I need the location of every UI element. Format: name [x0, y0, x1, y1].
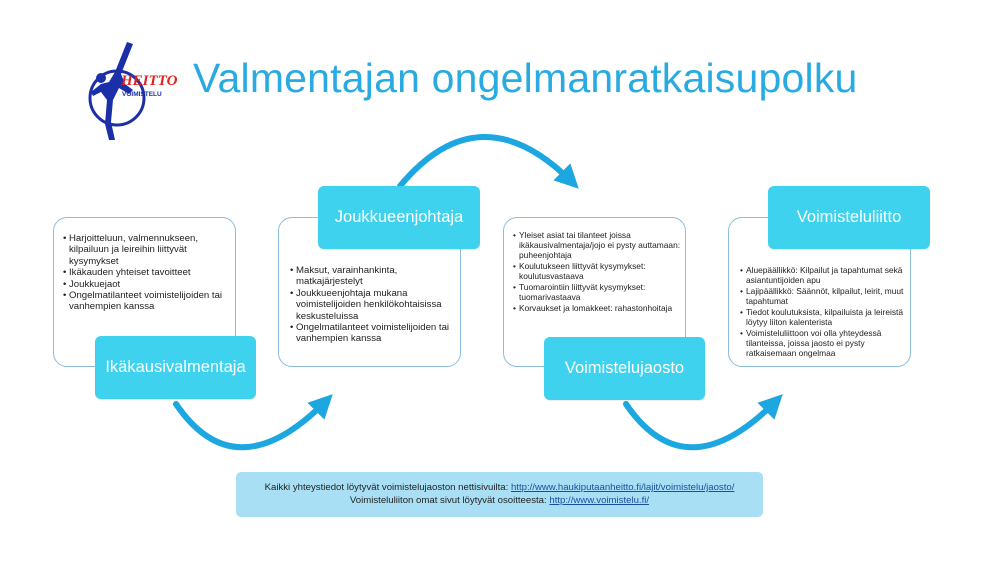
list-item: • Joukkuejaot — [63, 279, 231, 290]
list-item: • Maksut, varainhankinta, matkajärjestelyt — [290, 265, 456, 288]
list-item: • Ikäkauden yhteiset tavoitteet — [63, 267, 231, 278]
list-item: • Aluepäällikkö: Kilpailut ja tapahtumat sekä asiantuntijoiden apu — [740, 265, 906, 285]
list-item: • Ongelmatilanteet voimistelijoiden tai vanhempien kanssa — [290, 322, 456, 345]
step-item-list — [513, 230, 683, 314]
arrow-3 — [626, 401, 776, 447]
step-item-list — [740, 265, 906, 359]
voimisteluliitto-website-link[interactable]: http://www.voimistelu.fi/ — [549, 494, 650, 506]
list-item: • Tiedot koulutuksista, kilpailuista ja leireistä löytyy liiton kalenterista — [740, 307, 906, 327]
list-item: • Joukkueenjohtaja mukana voimistelijoiden henkilökohtaisissa keskusteluissa — [290, 288, 456, 322]
svg-text:HEITTO: HEITTO — [121, 73, 178, 89]
list-item: • Voimisteluliittoon voi olla yhteydessä tilanteissa, joissa jaosto ei pysty ratkaisemaan ongelmaa — [740, 328, 906, 358]
list-item: • Yleiset asiat tai tilanteet joissa ikäkausivalmentaja/jojo ei pysty auttamaan: puheenjohtaja — [513, 230, 683, 260]
page-title: Valmentajan ongelmanratkaisupolku — [193, 55, 858, 101]
step-label-ikakausivalmentaja: Ikäkausivalmentaja — [95, 336, 256, 399]
list-item: • Ongelmatilanteet voimistelijoiden tai vanhempien kanssa — [63, 290, 231, 313]
contact-line-liitto — [236, 495, 763, 508]
list-item: • Tuomarointiin liittyvät kysymykset: tuomarivastaava — [513, 282, 683, 302]
jaosto-website-link[interactable]: http://www.haukiputaanheitto.fi/lajit/voimistelu/jaosto/ — [510, 482, 735, 493]
step-item-list — [63, 233, 231, 313]
list-item: • Lajipäällikkö: Säännöt, kilpailut, leirit, muut tapahtumat — [740, 286, 906, 306]
step-label-voimisteluliitto: Voimisteluliitto — [768, 186, 930, 249]
step-item-list — [290, 265, 456, 345]
contact-text-jaosto: Kaikki yhteystiedot löytyvät voimistelujaoston nettisivuilta: — [264, 482, 511, 493]
step-label-voimistelujaosto: Voimistelujaosto — [544, 337, 705, 400]
contact-line-jaosto — [236, 482, 763, 495]
list-item: • Korvaukset ja lomakkeet: rahastonhoitaja — [513, 303, 683, 313]
svg-text:VOIMISTELU: VOIMISTELU — [122, 91, 162, 98]
arrow-2 — [400, 137, 572, 186]
list-item: • Koulutukseen liittyvät kysymykset: koulutusvastaava — [513, 261, 683, 281]
step-label-joukkueenjohtaja: Joukkueenjohtaja — [318, 186, 480, 249]
arrow-1 — [176, 401, 326, 447]
contact-text-liitto: Voimisteluliiton omat sivut löytyvät osoitteesta: — [349, 494, 550, 506]
contact-info-banner — [236, 472, 763, 517]
list-item: • Harjoitteluun, valmennukseen, kilpailuun ja leireihin liittyvät kysymykset — [63, 233, 231, 267]
